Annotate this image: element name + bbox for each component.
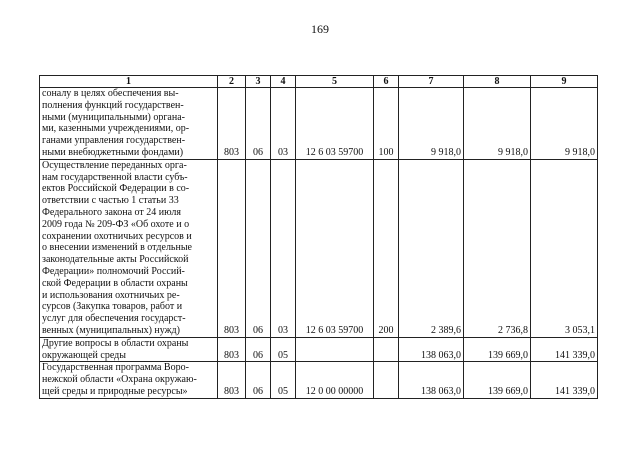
description-line: услуг для обеспечения государст- [42,313,186,325]
expense-type-cell [374,337,399,362]
description-line: Федерального закона от 24 июля [42,206,181,218]
description-line: ской Федерации в области охраны [42,277,188,289]
table-row [40,88,598,160]
subsection-cell: 03 [271,88,296,160]
amount-year2-cell: 9 918,0 [464,88,531,160]
header-row [40,76,598,88]
grbs-cell: 803 [218,159,246,337]
header-cell: 8 [464,76,531,88]
subsection-cell: 03 [271,159,296,337]
description-line: нам государственной власти субъ- [42,171,188,183]
description-line: сурсов (Закупка товаров, работ и [42,301,183,313]
amount-year3-cell: 3 053,1 [531,159,598,337]
target-article-cell: 12 6 03 59700 [296,159,374,337]
header-cell: 5 [296,76,374,88]
header-cell: 9 [531,76,598,88]
amount-year2-cell: 2 736,8 [464,159,531,337]
description-line: нежской области «Охрана окружаю- [42,374,197,386]
amount-year2-cell: 139 669,0 [464,362,531,398]
description-line: 2009 года № 209-ФЗ «Об охоте и о [42,218,190,230]
description-line: соналу в целях обеспечения вы- [42,88,179,99]
expense-type-cell: 100 [374,88,399,160]
description-line: сохранении охотничьих ресурсов и [42,230,192,242]
expense-type-cell: 200 [374,159,399,337]
table-body [40,88,598,399]
description-line: щей среды и природные ресурсы» [42,385,188,397]
target-article-cell: 12 6 03 59700 [296,88,374,160]
amount-year3-cell: 141 339,0 [531,337,598,362]
target-article-cell: 12 0 00 00000 [296,362,374,398]
section-cell: 06 [246,88,271,160]
grbs-cell: 803 [218,362,246,398]
table-row [40,362,598,398]
description-line: ганами управления государствен- [42,135,186,147]
description-line: ектов Российской Федерации в со- [42,183,190,195]
description-cell [40,337,218,362]
header-cell: 7 [399,76,464,88]
description-line: законодательные акты Российской [42,254,189,266]
description-line: о внесении изменений в отдельные [42,242,192,254]
table-row [40,159,598,337]
table-row [40,337,598,362]
header-cell: 3 [246,76,271,88]
description-line: окружающей среды [42,349,126,361]
description-line: ными (муниципальными) органа- [42,111,185,123]
amount-year1-cell: 9 918,0 [399,88,464,160]
page-number: 169 [311,22,329,36]
description-line: Федерации» полномочий Россий- [42,265,185,277]
amount-year3-cell: 141 339,0 [531,362,598,398]
description-cell [40,159,218,337]
header-cell: 4 [271,76,296,88]
grbs-cell: 803 [218,88,246,160]
description-line: полнения функций государствен- [42,99,184,111]
description-line: Государственная программа Воро- [42,362,189,374]
description-cell [40,88,218,160]
grbs-cell: 803 [218,337,246,362]
description-cell [40,362,218,398]
amount-year1-cell: 2 389,6 [399,159,464,337]
header-cell: 6 [374,76,399,88]
header-cell: 1 [40,76,218,88]
amount-year3-cell: 9 918,0 [531,88,598,160]
header-cell: 2 [218,76,246,88]
section-cell: 06 [246,337,271,362]
subsection-cell: 05 [271,362,296,398]
section-cell: 06 [246,362,271,398]
amount-year1-cell: 138 063,0 [399,337,464,362]
target-article-cell [296,337,374,362]
description-line: Осуществление переданных орга- [42,159,187,171]
description-line: ными внебюджетными фондами) [42,146,184,158]
description-line: ответствии с частью 1 статьи 33 [42,195,179,207]
description-line: Другие вопросы в области охраны [42,337,189,349]
amount-year1-cell: 138 063,0 [399,362,464,398]
description-line: ми, казенными учреждениями, ор- [42,123,190,135]
section-cell: 06 [246,159,271,337]
expense-type-cell [374,362,399,398]
description-line: и использования охотничьих ре- [42,289,180,301]
description-line: венных (муниципальных) нужд) [42,324,180,336]
amount-year2-cell: 139 669,0 [464,337,531,362]
subsection-cell: 05 [271,337,296,362]
budget-table [39,75,598,399]
